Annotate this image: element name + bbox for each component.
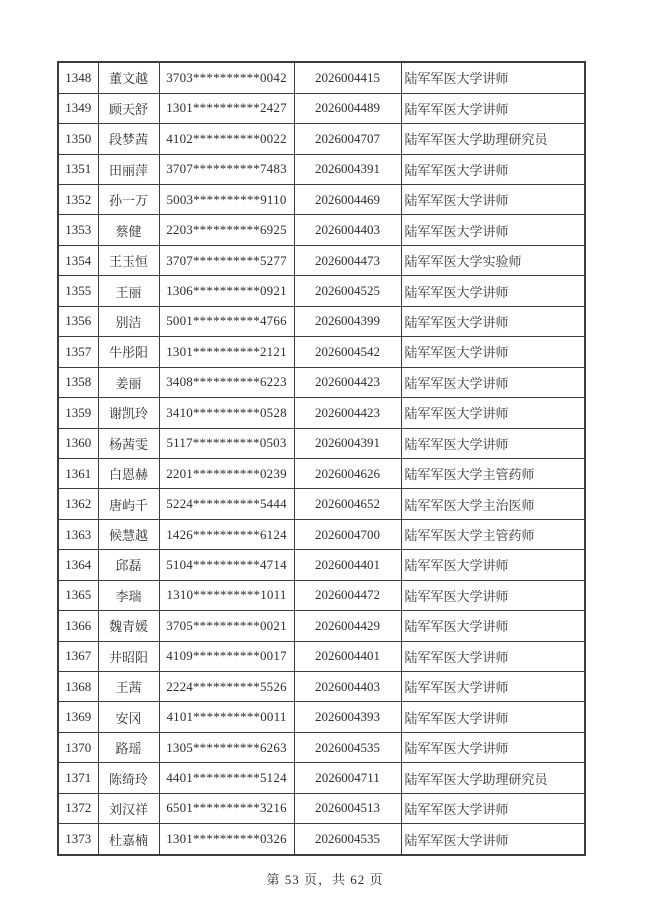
registration-number-cell: 2026004429 bbox=[294, 611, 401, 641]
id-number-cell: 1301**********2121 bbox=[159, 337, 294, 367]
row-number-cell: 1360 bbox=[58, 428, 98, 458]
id-number-cell: 1301**********0326 bbox=[159, 824, 294, 855]
table-row bbox=[58, 215, 585, 245]
position-cell: 陆军军医大学讲师 bbox=[401, 672, 585, 702]
name-cell: 陈绮玲 bbox=[98, 763, 159, 793]
row-number-cell: 1372 bbox=[58, 793, 98, 823]
table-row bbox=[58, 306, 585, 336]
table-row bbox=[58, 276, 585, 306]
row-number-cell: 1370 bbox=[58, 732, 98, 762]
row-number-cell: 1362 bbox=[58, 489, 98, 519]
registration-number-cell: 2026004401 bbox=[294, 550, 401, 580]
table-row bbox=[58, 763, 585, 793]
id-number-cell: 5003**********9110 bbox=[159, 185, 294, 215]
id-number-cell: 3707**********5277 bbox=[159, 245, 294, 275]
row-number-cell: 1352 bbox=[58, 185, 98, 215]
registration-number-cell: 2026004525 bbox=[294, 276, 401, 306]
position-cell: 陆军军医大学讲师 bbox=[401, 276, 585, 306]
name-cell: 李瑞 bbox=[98, 580, 159, 610]
registration-number-cell: 2026004535 bbox=[294, 824, 401, 855]
name-cell: 井昭阳 bbox=[98, 641, 159, 671]
name-cell: 王丽 bbox=[98, 276, 159, 306]
position-cell: 陆军军医大学讲师 bbox=[401, 306, 585, 336]
id-number-cell: 5224**********5444 bbox=[159, 489, 294, 519]
position-cell: 陆军军医大学讲师 bbox=[401, 611, 585, 641]
position-cell: 陆军军医大学助理研究员 bbox=[401, 124, 585, 154]
id-number-cell: 3703**********0042 bbox=[159, 62, 294, 93]
table-row bbox=[58, 550, 585, 580]
table-row bbox=[58, 793, 585, 823]
position-cell: 陆军军医大学讲师 bbox=[401, 367, 585, 397]
position-cell: 陆军军医大学实验师 bbox=[401, 245, 585, 275]
id-number-cell: 4401**********5124 bbox=[159, 763, 294, 793]
registration-number-cell: 2026004489 bbox=[294, 93, 401, 123]
name-cell: 孙一万 bbox=[98, 185, 159, 215]
applicants-table bbox=[57, 61, 586, 856]
table-row bbox=[58, 428, 585, 458]
name-cell: 杨茜雯 bbox=[98, 428, 159, 458]
registration-number-cell: 2026004535 bbox=[294, 732, 401, 762]
row-number-cell: 1350 bbox=[58, 124, 98, 154]
name-cell: 别洁 bbox=[98, 306, 159, 336]
registration-number-cell: 2026004542 bbox=[294, 337, 401, 367]
registration-number-cell: 2026004391 bbox=[294, 428, 401, 458]
registration-number-cell: 2026004707 bbox=[294, 124, 401, 154]
id-number-cell: 3410**********0528 bbox=[159, 398, 294, 428]
registration-number-cell: 2026004469 bbox=[294, 185, 401, 215]
id-number-cell: 5104**********4714 bbox=[159, 550, 294, 580]
registration-number-cell: 2026004626 bbox=[294, 458, 401, 488]
position-cell: 陆军军医大学讲师 bbox=[401, 824, 585, 855]
table-row bbox=[58, 702, 585, 732]
name-cell: 谢凯玲 bbox=[98, 398, 159, 428]
position-cell: 陆军军医大学讲师 bbox=[401, 185, 585, 215]
row-number-cell: 1355 bbox=[58, 276, 98, 306]
row-number-cell: 1357 bbox=[58, 337, 98, 367]
position-cell: 陆军军医大学主管药师 bbox=[401, 458, 585, 488]
id-number-cell: 5001**********4766 bbox=[159, 306, 294, 336]
id-number-cell: 3408**********6223 bbox=[159, 367, 294, 397]
id-number-cell: 6501**********3216 bbox=[159, 793, 294, 823]
name-cell: 候慧越 bbox=[98, 519, 159, 549]
id-number-cell: 1301**********2427 bbox=[159, 93, 294, 123]
id-number-cell: 4109**********0017 bbox=[159, 641, 294, 671]
position-cell: 陆军军医大学讲师 bbox=[401, 732, 585, 762]
registration-number-cell: 2026004391 bbox=[294, 154, 401, 184]
row-number-cell: 1354 bbox=[58, 245, 98, 275]
name-cell: 路瑶 bbox=[98, 732, 159, 762]
position-cell: 陆军军医大学讲师 bbox=[401, 641, 585, 671]
table-row bbox=[58, 367, 585, 397]
registration-number-cell: 2026004403 bbox=[294, 672, 401, 702]
position-cell: 陆军军医大学讲师 bbox=[401, 154, 585, 184]
name-cell: 安冈 bbox=[98, 702, 159, 732]
registration-number-cell: 2026004472 bbox=[294, 580, 401, 610]
table-row bbox=[58, 672, 585, 702]
position-cell: 陆军军医大学讲师 bbox=[401, 793, 585, 823]
id-number-cell: 2224**********5526 bbox=[159, 672, 294, 702]
registration-number-cell: 2026004423 bbox=[294, 398, 401, 428]
registration-number-cell: 2026004403 bbox=[294, 215, 401, 245]
name-cell: 姜丽 bbox=[98, 367, 159, 397]
position-cell: 陆军军医大学讲师 bbox=[401, 428, 585, 458]
registration-number-cell: 2026004401 bbox=[294, 641, 401, 671]
table-row bbox=[58, 732, 585, 762]
row-number-cell: 1358 bbox=[58, 367, 98, 397]
row-number-cell: 1365 bbox=[58, 580, 98, 610]
table-row bbox=[58, 398, 585, 428]
row-number-cell: 1351 bbox=[58, 154, 98, 184]
name-cell: 牛彤阳 bbox=[98, 337, 159, 367]
table-row bbox=[58, 458, 585, 488]
id-number-cell: 3705**********0021 bbox=[159, 611, 294, 641]
name-cell: 王玉恒 bbox=[98, 245, 159, 275]
id-number-cell: 1306**********0921 bbox=[159, 276, 294, 306]
row-number-cell: 1356 bbox=[58, 306, 98, 336]
position-cell: 陆军军医大学讲师 bbox=[401, 398, 585, 428]
registration-number-cell: 2026004513 bbox=[294, 793, 401, 823]
table-row bbox=[58, 62, 585, 93]
name-cell: 邱磊 bbox=[98, 550, 159, 580]
table-row bbox=[58, 154, 585, 184]
name-cell: 段梦茜 bbox=[98, 124, 159, 154]
table-row bbox=[58, 93, 585, 123]
registration-number-cell: 2026004393 bbox=[294, 702, 401, 732]
table-row bbox=[58, 641, 585, 671]
row-number-cell: 1363 bbox=[58, 519, 98, 549]
name-cell: 魏青媛 bbox=[98, 611, 159, 641]
row-number-cell: 1353 bbox=[58, 215, 98, 245]
table-row bbox=[58, 580, 585, 610]
position-cell: 陆军军医大学讲师 bbox=[401, 580, 585, 610]
row-number-cell: 1359 bbox=[58, 398, 98, 428]
position-cell: 陆军军医大学讲师 bbox=[401, 215, 585, 245]
registration-number-cell: 2026004399 bbox=[294, 306, 401, 336]
position-cell: 陆军军医大学讲师 bbox=[401, 702, 585, 732]
row-number-cell: 1366 bbox=[58, 611, 98, 641]
row-number-cell: 1368 bbox=[58, 672, 98, 702]
position-cell: 陆军军医大学讲师 bbox=[401, 337, 585, 367]
position-cell: 陆军军医大学讲师 bbox=[401, 550, 585, 580]
id-number-cell: 1426**********6124 bbox=[159, 519, 294, 549]
name-cell: 白恩赫 bbox=[98, 458, 159, 488]
position-cell: 陆军军医大学讲师 bbox=[401, 62, 585, 93]
position-cell: 陆军军医大学主治医师 bbox=[401, 489, 585, 519]
registration-number-cell: 2026004415 bbox=[294, 62, 401, 93]
row-number-cell: 1364 bbox=[58, 550, 98, 580]
table-row bbox=[58, 337, 585, 367]
row-number-cell: 1371 bbox=[58, 763, 98, 793]
row-number-cell: 1349 bbox=[58, 93, 98, 123]
row-number-cell: 1348 bbox=[58, 62, 98, 93]
registration-number-cell: 2026004473 bbox=[294, 245, 401, 275]
name-cell: 王茜 bbox=[98, 672, 159, 702]
registration-number-cell: 2026004652 bbox=[294, 489, 401, 519]
position-cell: 陆军军医大学助理研究员 bbox=[401, 763, 585, 793]
position-cell: 陆军军医大学讲师 bbox=[401, 93, 585, 123]
name-cell: 顾天舒 bbox=[98, 93, 159, 123]
row-number-cell: 1367 bbox=[58, 641, 98, 671]
name-cell: 唐屿千 bbox=[98, 489, 159, 519]
name-cell: 董文越 bbox=[98, 62, 159, 93]
row-number-cell: 1369 bbox=[58, 702, 98, 732]
table-row bbox=[58, 611, 585, 641]
id-number-cell: 1310**********1011 bbox=[159, 580, 294, 610]
table-row bbox=[58, 124, 585, 154]
name-cell: 杜嘉楠 bbox=[98, 824, 159, 855]
id-number-cell: 4101**********0011 bbox=[159, 702, 294, 732]
name-cell: 蔡健 bbox=[98, 215, 159, 245]
registration-number-cell: 2026004711 bbox=[294, 763, 401, 793]
name-cell: 田丽萍 bbox=[98, 154, 159, 184]
table-row bbox=[58, 824, 585, 855]
position-cell: 陆军军医大学主管药师 bbox=[401, 519, 585, 549]
table-row bbox=[58, 489, 585, 519]
id-number-cell: 2203**********6925 bbox=[159, 215, 294, 245]
id-number-cell: 4102**********0022 bbox=[159, 124, 294, 154]
name-cell: 刘汉祥 bbox=[98, 793, 159, 823]
id-number-cell: 3707**********7483 bbox=[159, 154, 294, 184]
table-row bbox=[58, 519, 585, 549]
registration-number-cell: 2026004423 bbox=[294, 367, 401, 397]
registration-number-cell: 2026004700 bbox=[294, 519, 401, 549]
id-number-cell: 1305**********6263 bbox=[159, 732, 294, 762]
table-row bbox=[58, 245, 585, 275]
page-footer: 第 53 页，共 62 页 bbox=[266, 872, 384, 887]
row-number-cell: 1361 bbox=[58, 458, 98, 488]
id-number-cell: 2201**********0239 bbox=[159, 458, 294, 488]
row-number-cell: 1373 bbox=[58, 824, 98, 855]
table-row bbox=[58, 185, 585, 215]
id-number-cell: 5117**********0503 bbox=[159, 428, 294, 458]
